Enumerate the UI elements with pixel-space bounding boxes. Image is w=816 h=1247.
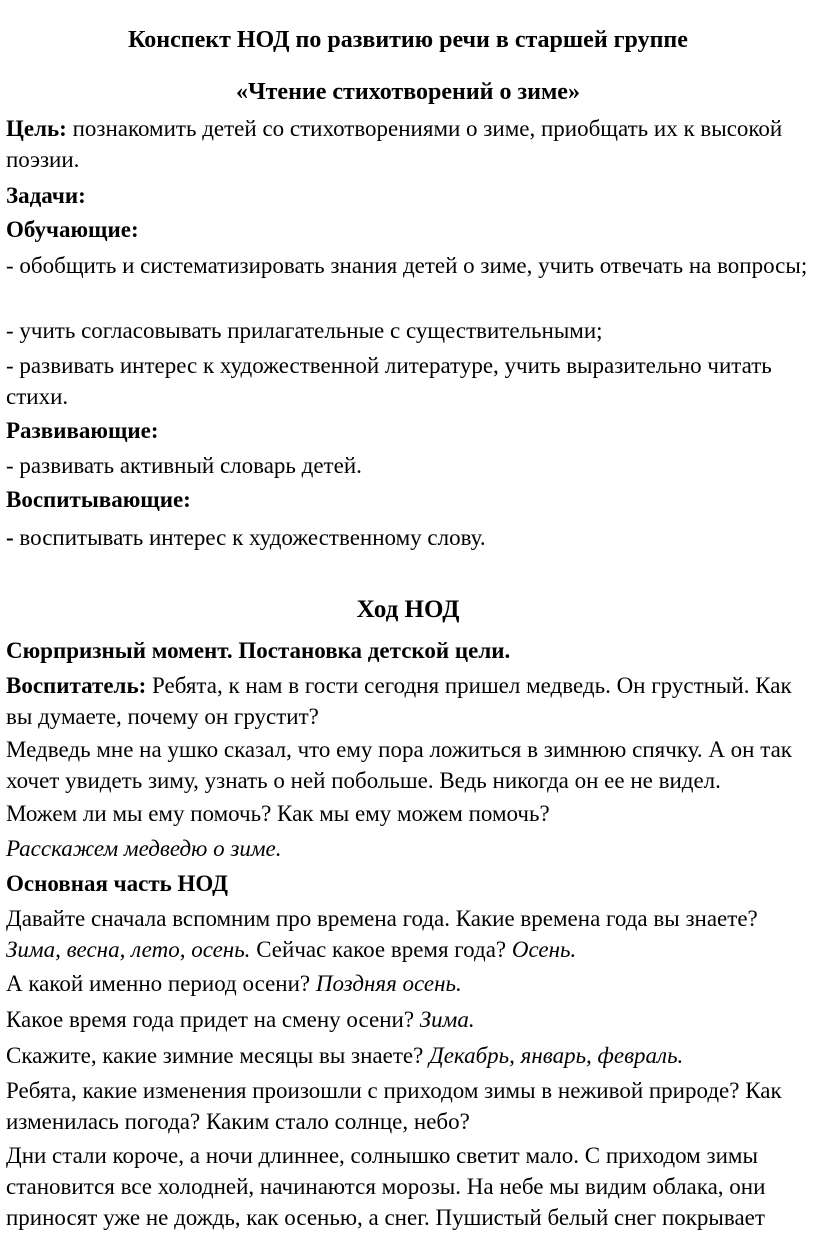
educating-text: воспитывать интерес к художественному слову.	[13, 525, 486, 550]
current-season-answer: Осень.	[511, 937, 577, 962]
teaching-item-1: - обобщить и систематизировать знания детей о зиме, учить отвечать на вопросы;	[6, 253, 808, 278]
paragraph-help: Можем ли мы ему помочь? Как мы ему можем помочь?	[6, 801, 550, 826]
teacher-paragraph	[6, 670, 810, 732]
teacher-text: Ребята, к нам в гости сегодня пришел медведь. Он грустный. Как вы думаете, почему он грустит?	[6, 673, 792, 729]
course-heading: Ход НОД	[356, 596, 460, 623]
tasks-heading: Задачи:	[6, 183, 86, 208]
paragraph-winter-months	[6, 1040, 810, 1071]
seasons-answer: Зима, весна, лето, осень.	[6, 937, 251, 962]
goal-label: Цель:	[6, 116, 67, 141]
autumn-period-question: А какой именно период осени?	[6, 971, 316, 996]
educating-item-1	[6, 522, 810, 553]
paragraph-changes: Ребята, какие изменения произошли с приходом зимы в неживой природе? Как изменилась погода? Каким стало солнце, небо?	[6, 1078, 782, 1134]
goal-paragraph	[6, 113, 810, 175]
document-subtitle: «Чтение стихотворений о зиме»	[236, 79, 580, 105]
teaching-item-3: - развивать интерес к художественной литературе, учить выразительно читать стихи.	[6, 353, 772, 409]
teacher-label: Воспитатель:	[6, 673, 147, 698]
educating-dash: -	[6, 525, 14, 550]
paragraph-tell-bear: Расскажем медведю о зиме.	[6, 836, 282, 861]
developing-heading: Развивающие:	[6, 418, 159, 443]
seasons-question: Давайте сначала вспомним про времена года. Какие времена года вы знаете?	[6, 906, 758, 931]
goal-text: познакомить детей со стихотворениями о зиме, приобщать их к высокой поэзии.	[6, 116, 783, 172]
teaching-heading: Обучающие:	[6, 217, 139, 242]
next-season-answer: Зима.	[419, 1007, 475, 1032]
winter-months-question: Скажите, какие зимние месяцы вы знаете?	[6, 1043, 430, 1068]
paragraph-winter-description: Дни стали короче, а ночи длиннее, солнышко светит мало. С приходом зимы становится все холодней, начинаются морозы. На небе мы видим облака, они приносят уже не дождь, как осенью, а снег. Пушистый белый снег покрывает	[6, 1143, 766, 1230]
developing-item-1: - развивать активный словарь детей.	[6, 453, 362, 478]
paragraph-seasons	[6, 903, 810, 965]
next-season-question: Какое время года придет на смену осени?	[6, 1007, 420, 1032]
document-title: Конспект НОД по развитию речи в старшей группе	[128, 27, 688, 53]
paragraph-next-season	[6, 1004, 810, 1035]
main-part-heading: Основная часть НОД	[6, 871, 228, 896]
surprise-heading: Сюрпризный момент. Постановка детской цели.	[6, 638, 511, 663]
winter-months-answer: Декабрь, январь, февраль.	[429, 1043, 684, 1068]
educating-heading: Воспитывающие:	[6, 487, 191, 512]
current-season-question: Сейчас какое время года?	[250, 937, 512, 962]
paragraph-bear: Медведь мне на ушко сказал, что ему пора ложиться в зимнюю спячку. А он так хочет увидеть зиму, узнать о ней побольше. Ведь никогда он ее не видел.	[6, 737, 792, 793]
paragraph-autumn-period	[6, 968, 810, 999]
teaching-item-2: - учить согласовывать прилагательные с существительными;	[6, 318, 603, 343]
autumn-period-answer: Поздняя осень.	[315, 971, 462, 996]
